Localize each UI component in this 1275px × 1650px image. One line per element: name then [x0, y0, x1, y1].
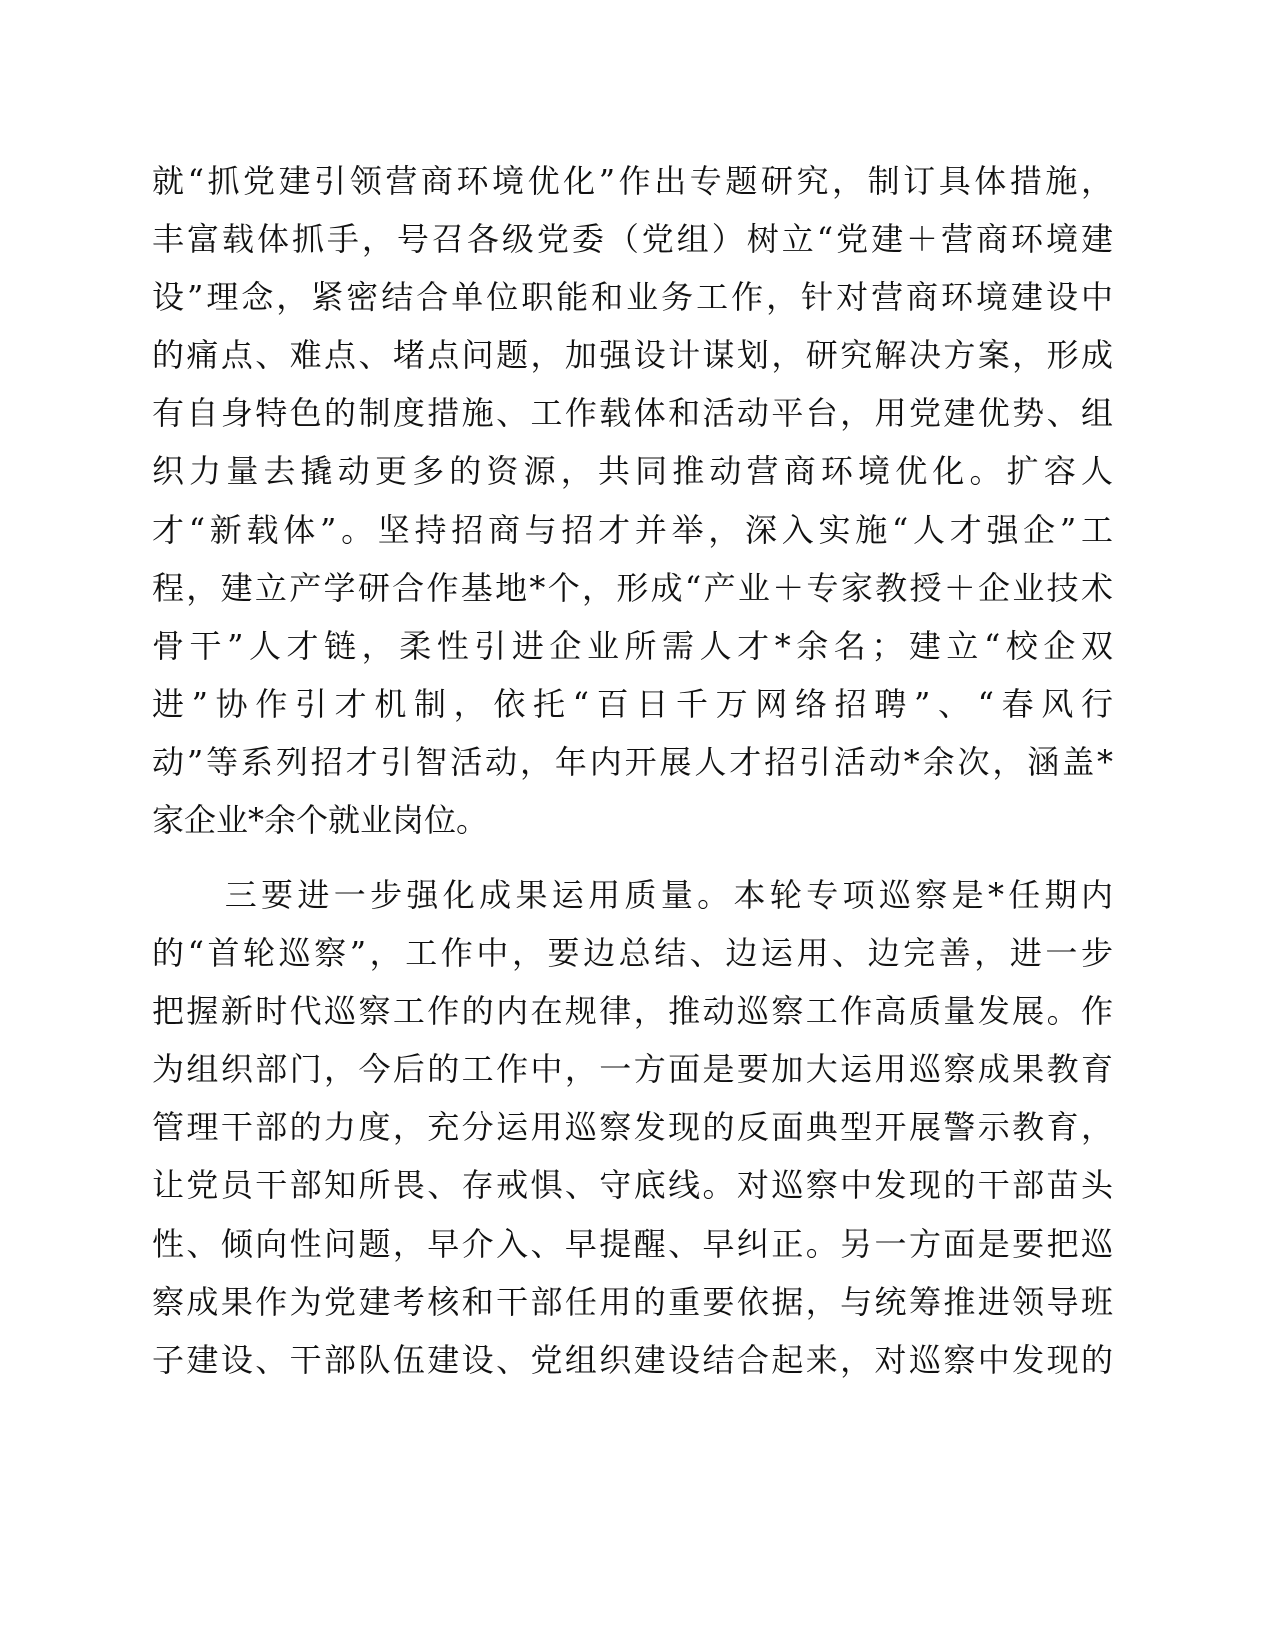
text-line: 就“抓党建引领营商环境优化”作出专题研究，制订具体措施，: [152, 162, 1113, 200]
text-line: 让党员干部知所畏、存戒惧、守底线。对巡察中发现的干部苗头: [152, 1166, 1113, 1205]
text-line: 动”等系列招才引智活动，年内开展人才招引活动*余次，涵盖*: [152, 742, 1113, 781]
text-line: 把握新时代巡察工作的内在规律，推动巡察工作高质量发展。作: [152, 992, 1113, 1031]
text-line: 丰富载体抓手，号召各级党委（党组）树立“党建＋营商环境建: [152, 220, 1113, 259]
text-line: 为组织部门，今后的工作中，一方面是要加大运用巡察成果教育: [152, 1050, 1113, 1089]
text-line: 察成果作为党建考核和干部任用的重要依据，与统筹推进领导班: [152, 1282, 1113, 1321]
text-line: 性、倾向性问题，早介入、早提醒、早纠正。另一方面是要把巡: [152, 1224, 1113, 1263]
text-line: 的“首轮巡察”，工作中，要边总结、边运用、边完善，进一步: [152, 934, 1113, 973]
text-line: 有自身特色的制度措施、工作载体和活动平台，用党建优势、组: [152, 394, 1113, 433]
text-line: 进”协作引才机制，依托“百日千万网络招聘”、“春风行: [152, 684, 1113, 723]
paragraph-1: [152, 152, 1113, 849]
paragraph-2: [152, 866, 1113, 1389]
text-line: 的痛点、难点、堵点问题，加强设计谋划，研究解决方案，形成: [152, 336, 1113, 375]
text-line: 管理干部的力度，充分运用巡察发现的反面典型开展警示教育，: [152, 1108, 1113, 1147]
text-line: 才“新载体”。坚持招商与招才并举，深入实施“人才强企”工: [152, 510, 1113, 549]
text-line: 骨干”人才链，柔性引进企业所需人才*余名；建立“校企双: [152, 626, 1113, 665]
text-line: 家企业*余个就业岗位。: [152, 801, 489, 840]
text-line: 织力量去撬动更多的资源，共同推动营商环境优化。扩容人: [152, 452, 1113, 491]
text-line: 子建设、干部队伍建设、党组织建设结合起来，对巡察中发现的: [152, 1340, 1113, 1379]
text-line: 设”理念，紧密结合单位职能和业务工作，针对营商环境建设中: [152, 278, 1113, 317]
text-line: 程，建立产学研合作基地*个，形成“产业＋专家教授＋企业技术: [152, 568, 1113, 607]
text-line: 三要进一步强化成果运用质量。本轮专项巡察是*任期内: [152, 876, 1113, 914]
